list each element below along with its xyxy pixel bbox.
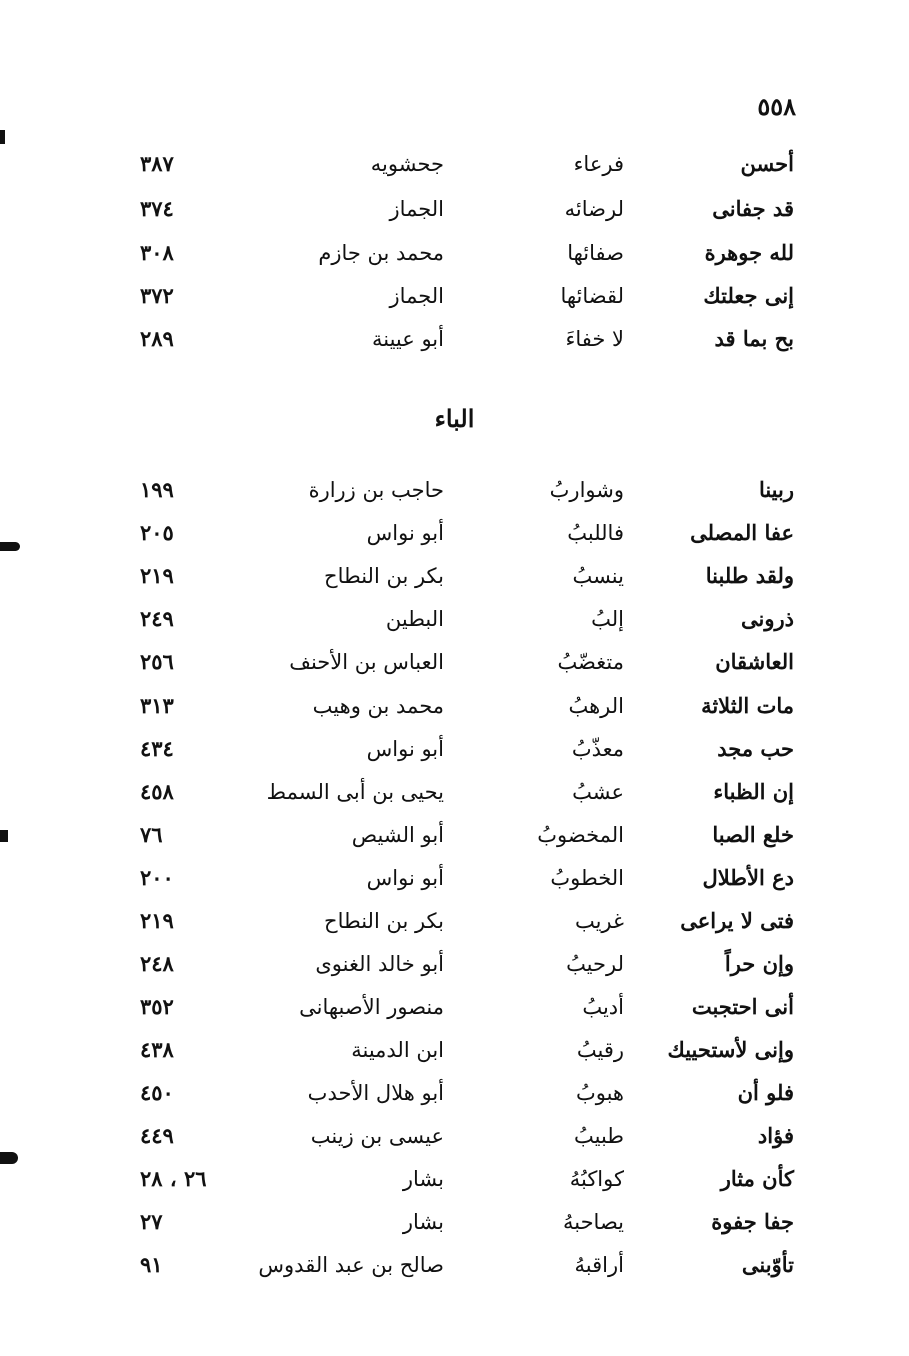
poet-name: أبو نواس xyxy=(366,866,444,890)
table-row xyxy=(0,1116,909,1156)
verse-start: لله جوهرة xyxy=(704,240,794,265)
table-row xyxy=(0,1159,909,1199)
page-ref: ٧٦ xyxy=(140,822,163,847)
poet-name: بشار xyxy=(402,1167,444,1191)
table-row xyxy=(0,987,909,1027)
poet-name: العباس بن الأحنف xyxy=(289,650,444,674)
poet-name: عيسى بن زينب xyxy=(310,1124,444,1148)
verse-start: إنى جعلتك xyxy=(703,283,794,308)
poet-name: أبو خالد الغنوى xyxy=(315,952,444,976)
table-row xyxy=(0,319,909,359)
poet-name: محمد بن وهيب xyxy=(312,694,444,718)
page-ref: ٣٨٧ xyxy=(140,151,174,176)
verse-start: تأوّبنى xyxy=(741,1252,794,1277)
verse-rhyme: فرعاء xyxy=(573,152,624,176)
table-row xyxy=(0,599,909,639)
page-ref: ٢٧ xyxy=(140,1209,163,1234)
poet-name: بشار xyxy=(402,1210,444,1234)
verse-rhyme: إلبُ xyxy=(591,607,624,631)
section-heading-ba: الباء xyxy=(434,404,475,433)
poet-name: أبو الشيص xyxy=(351,823,444,847)
poet-name: جحشويه xyxy=(370,152,444,176)
table-row xyxy=(0,901,909,941)
verse-rhyme: عشبُ xyxy=(572,780,624,804)
verse-rhyme: ينسبُ xyxy=(572,564,624,588)
poet-name: صالح بن عبد القدوس xyxy=(258,1253,444,1277)
verse-start: فؤاد xyxy=(757,1123,794,1148)
verse-start: إن الظباء xyxy=(713,779,794,804)
verse-rhyme: هبوبُ xyxy=(575,1081,624,1105)
poet-name: منصور الأصبهانى xyxy=(299,995,444,1019)
verse-rhyme: طبيبُ xyxy=(573,1124,624,1148)
page-ref: ٢٠٥ xyxy=(140,520,174,545)
poet-name: محمد بن جازم xyxy=(318,241,444,265)
poet-name: أبو هلال الأحدب xyxy=(307,1081,444,1105)
verse-rhyme: المخضوبُ xyxy=(537,823,624,847)
verse-rhyme: فاللببُ xyxy=(567,521,624,545)
page-ref: ٢٦ ، ٢٨ xyxy=(140,1166,207,1191)
table-row xyxy=(0,276,909,316)
poet-name: الجماز xyxy=(389,284,444,308)
scan-mark xyxy=(0,130,5,144)
table-row xyxy=(0,1245,909,1285)
poet-name: يحيى بن أبى السمط xyxy=(266,780,444,804)
poet-name: بكر بن النطاح xyxy=(324,909,444,933)
verse-start: دع الأطلال xyxy=(702,865,794,890)
page-ref: ٤٣٤ xyxy=(140,736,174,761)
verse-start: قد جفانى xyxy=(712,196,794,221)
page-ref: ٣٥٢ xyxy=(140,994,174,1019)
verse-start: ذرونى xyxy=(741,606,794,631)
table-row xyxy=(0,233,909,273)
verse-start: وإنى لأستحييك xyxy=(667,1037,794,1062)
verse-rhyme: أراقبهُ xyxy=(574,1253,624,1277)
table-row xyxy=(0,686,909,726)
page-ref: ٩١ xyxy=(140,1252,163,1277)
page-ref: ٢١٩ xyxy=(140,908,174,933)
verse-rhyme: يصاحبهُ xyxy=(562,1210,624,1234)
page-ref: ٤٣٨ xyxy=(140,1037,174,1062)
table-row xyxy=(0,1030,909,1070)
poet-name: أبو عيينة xyxy=(371,327,444,351)
verse-start: العاشقان xyxy=(715,649,794,674)
verse-start: مات الثلاثة xyxy=(701,693,794,718)
verse-start: ربينا xyxy=(758,477,794,502)
page-ref: ٤٥٨ xyxy=(140,779,174,804)
table-row xyxy=(0,815,909,855)
verse-rhyme: لرحيبُ xyxy=(566,952,624,976)
page-ref: ٤٤٩ xyxy=(140,1123,174,1148)
table-row xyxy=(0,556,909,596)
poet-name: الجماز xyxy=(389,197,444,221)
page-ref: ٣٧٢ xyxy=(140,283,174,308)
verse-start: أحسن xyxy=(740,151,794,176)
verse-rhyme: لا خفاءَ xyxy=(565,327,624,351)
verse-start: خلع الصبا xyxy=(712,822,794,847)
page-ref: ٣٧٤ xyxy=(140,196,174,221)
page-ref: ٢٤٨ xyxy=(140,951,174,976)
verse-start: فلو أن xyxy=(737,1080,794,1105)
page-ref: ٢٨٩ xyxy=(140,326,174,351)
verse-start: حب مجد xyxy=(717,736,794,761)
verse-rhyme: لرضائه xyxy=(564,197,624,221)
poet-name: أبو نواس xyxy=(366,737,444,761)
page-ref: ٤٥٠ xyxy=(140,1080,174,1105)
poet-name: ابن الدمينة xyxy=(351,1038,444,1062)
poet-name: البطين xyxy=(385,607,444,631)
verse-start: بح بما قد xyxy=(714,326,794,351)
verse-rhyme: كواكبُهُ xyxy=(569,1167,624,1191)
table-row xyxy=(0,513,909,553)
verse-start: كأن مثار xyxy=(720,1166,794,1191)
table-row xyxy=(0,189,909,229)
page-ref: ١٩٩ xyxy=(140,477,174,502)
verse-start: عفا المصلى xyxy=(690,520,794,545)
verse-rhyme: أديبُ xyxy=(582,995,624,1019)
table-row xyxy=(0,729,909,769)
page-ref: ٣١٣ xyxy=(140,693,174,718)
table-row xyxy=(0,772,909,812)
verse-rhyme: غريب xyxy=(574,909,624,933)
verse-start: ولقد طلبنا xyxy=(705,563,794,588)
page-ref: ٢٤٩ xyxy=(140,606,174,631)
poet-name: أبو نواس xyxy=(366,521,444,545)
page-number: ٥٥٨ xyxy=(757,92,796,121)
page-ref: ٢١٩ xyxy=(140,563,174,588)
table-row xyxy=(0,642,909,682)
scan-mark xyxy=(0,1152,18,1164)
table-row xyxy=(0,144,909,184)
verse-rhyme: وشواربُ xyxy=(549,478,624,502)
verse-rhyme: الرهبُ xyxy=(568,694,624,718)
table-row xyxy=(0,1202,909,1242)
page-ref: ٣٠٨ xyxy=(140,240,174,265)
verse-rhyme: الخطوبُ xyxy=(550,866,624,890)
verse-rhyme: معذّبُ xyxy=(571,737,624,761)
verse-start: وإن حراً xyxy=(724,951,794,976)
page-ref: ٢٥٦ xyxy=(140,649,174,674)
poet-name: حاجب بن زرارة xyxy=(308,478,444,502)
scan-mark xyxy=(0,542,20,551)
table-row xyxy=(0,470,909,510)
verse-rhyme: رقيبُ xyxy=(576,1038,624,1062)
scan-mark xyxy=(0,830,8,842)
verse-rhyme: صفائها xyxy=(567,241,624,265)
poet-name: بكر بن النطاح xyxy=(324,564,444,588)
verse-start: أنى احتجبت xyxy=(691,994,794,1019)
verse-start: جفا جفوة xyxy=(711,1209,794,1234)
table-row xyxy=(0,858,909,898)
table-row xyxy=(0,944,909,984)
verse-start: فتى لا يراعى xyxy=(680,908,794,933)
verse-rhyme: متغضّبُ xyxy=(557,650,624,674)
page-ref: ٢٠٠ xyxy=(140,865,174,890)
verse-rhyme: لقضائها xyxy=(560,284,624,308)
table-row xyxy=(0,1073,909,1113)
